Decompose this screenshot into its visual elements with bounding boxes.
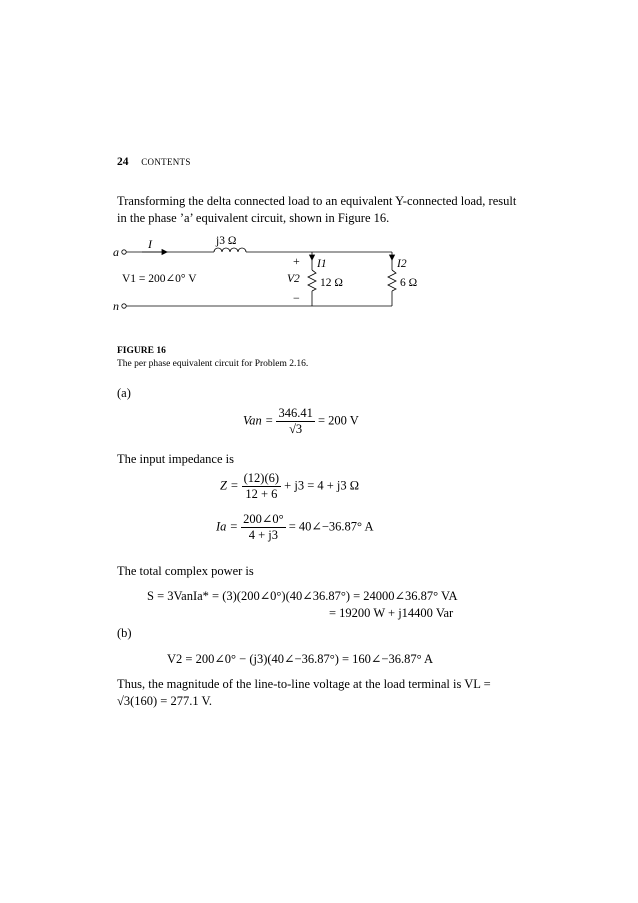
van-rhs: = 200 V [317, 413, 359, 428]
z-rhs: + j3 = 4 + j3 Ω [284, 478, 360, 493]
z-numerator: (12)(6) [243, 471, 280, 485]
part-a-label: (a) [117, 386, 131, 400]
figure-title: FIGURE 16 [117, 346, 166, 356]
current-I-label: I [148, 237, 152, 251]
resistor-12ohm [308, 252, 316, 306]
v2-plus: + [293, 254, 300, 268]
ia-numerator: 200∠0° [243, 512, 284, 526]
inductor-label: j3 Ω [216, 235, 237, 247]
impedance-intro: The input impedance is [117, 452, 234, 466]
van-fraction [276, 406, 314, 437]
figure-caption: The per phase equivalent circuit for Problem 2.16. [117, 359, 309, 369]
running-title: CONTENTS [141, 157, 191, 167]
page-number: 24 [117, 156, 129, 168]
r2-label: 6 Ω [400, 277, 418, 289]
ia-lhs: Ia = [216, 519, 238, 534]
van-numerator: 346.41 [278, 406, 313, 420]
z-equation [220, 471, 359, 502]
i2-label: I2 [397, 258, 407, 270]
v2-equation: V2 = 200∠0° − (j3)(40∠−36.87°) = 160∠−36.87° A [167, 652, 434, 666]
v2-label: V2 [287, 273, 300, 285]
v2-minus: − [293, 291, 300, 305]
node-a-label: a [113, 245, 119, 259]
conclusion-paragraph: Thus, the magnitude of the line-to-line voltage at the load terminal is VL = √3(160) = 277.1 V. [117, 677, 491, 708]
z-denominator: 12 + 6 [245, 487, 278, 501]
node-n-label: n [113, 299, 119, 313]
z-lhs: Z = [220, 478, 239, 493]
ia-equation [216, 512, 374, 543]
ia-denominator: 4 + j3 [248, 528, 278, 542]
van-lhs: Van = [243, 413, 274, 428]
current-arrow [142, 250, 167, 255]
r1-label: 12 Ω [320, 277, 343, 289]
bottom-wire [122, 304, 392, 308]
van-denominator: √3 [289, 422, 303, 436]
van-equation [243, 406, 359, 437]
circuit-diagram [112, 230, 422, 320]
page-header [117, 156, 191, 168]
i1-label: I1 [317, 258, 327, 270]
z-fraction [242, 471, 281, 502]
source-label: V1 = 200∠0° V [122, 273, 197, 285]
power-intro: The total complex power is [117, 564, 254, 578]
ia-fraction [241, 512, 285, 543]
resistor-6ohm [388, 252, 396, 306]
intro-paragraph: Transforming the delta connected load to an equivalent Y-connected load, result in the phase ’a’ equivalent circuit, shown in Figure 16. [117, 194, 517, 225]
s-equation-line1: S = 3VanIa* = (3)(200∠0°)(40∠36.87°) = 24000∠36.87° VA [147, 589, 458, 603]
part-b-label: (b) [117, 626, 132, 640]
ia-rhs: = 40∠−36.87° A [288, 519, 374, 534]
s-equation-line2: = 19200 W + j14400 Var [329, 606, 454, 620]
